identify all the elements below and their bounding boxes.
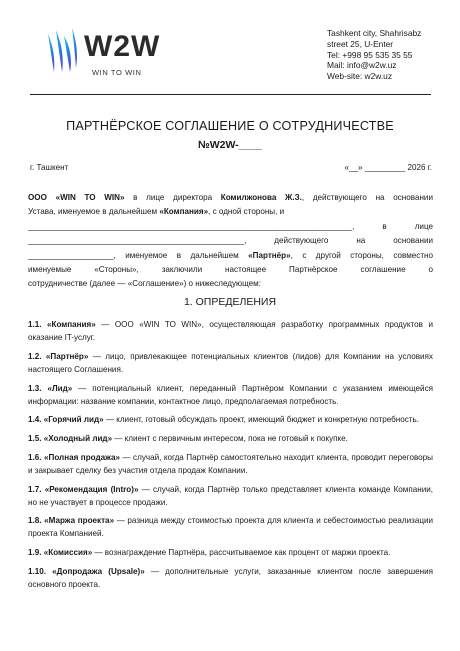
preamble-line (28, 191, 433, 205)
definition-item (28, 413, 433, 426)
preamble-line (28, 220, 433, 234)
preamble-line: именуемые «Стороны», заключили настоящее Партнёрское соглашение о (28, 265, 433, 275)
representative-blank: ________________________________________________, (28, 236, 247, 246)
definition-term: 1.1. «Компания» (28, 320, 96, 329)
document-title: ПАРТНЁРСКОЕ СОГЛАШЕНИЕ О СОТРУДНИЧЕСТВЕ (66, 119, 394, 133)
preamble-text: в лице директора (124, 193, 221, 202)
w2w-logo-icon (44, 26, 80, 76)
definition-term: 1.6. «Полная продажа» (28, 452, 120, 462)
company-alias: «Компания» (159, 207, 209, 217)
contact-block (327, 28, 421, 82)
partner-name-blank: ________________________________________________________________________, (28, 221, 355, 231)
document-number: №W2W-____ (197, 139, 262, 151)
definition-item (28, 350, 433, 376)
contact-website: Web-site: w2w.uz (327, 71, 393, 82)
section-heading: 1. ОПРЕДЕЛЕНИЯ (183, 296, 277, 308)
header-divider (30, 94, 431, 95)
preamble-text: лице (414, 221, 433, 231)
preamble-text: действующего (274, 236, 329, 246)
director-name: Комилжонова Ж.З. (220, 193, 302, 202)
definition-text: — разница между стоимостью проекта для клиента и себестоимостью реализации проекта Компанией. (28, 516, 434, 539)
company-logo (44, 26, 194, 86)
letterhead (0, 0, 460, 100)
definition-text: — ООО «WIN TO WIN», осуществляющая разработку программных продуктов и оказание IT-услуг. (28, 320, 433, 343)
definition-text: — клиент, готовый обсуждать проект, имеющий бюджет и конкретную потребность. (103, 415, 419, 425)
city: г. Ташкент (30, 163, 69, 172)
preamble-text: , с одной стороны, и (208, 207, 285, 217)
definition-text: — дополнительные услуги, заказанные клиентом после завершения основного проекта. (28, 566, 434, 589)
definition-item (28, 318, 433, 344)
definition-item (28, 382, 433, 408)
preamble-line (28, 249, 433, 263)
date-placeholder: «__» _________ 2026 г. (344, 163, 432, 172)
preamble-line: сотрудничестве (далее — «Соглашение») о нижеследующем: (28, 279, 261, 289)
preamble-text: основании (393, 236, 434, 246)
contact-address-line1: Tashkent city, Shahrisabz (327, 28, 422, 38)
definition-term: 1.7. «Рекомендация (Intro)» (28, 484, 139, 494)
definition-text: — случай, когда Партнёр самостоятельно находит клиента, проводит переговоры и закрывает сделку без участия отдела продаж Компании. (28, 452, 433, 475)
definition-text: — вознаграждение Партнёра, рассчитываемое как процент от маржи проекта. (92, 548, 391, 558)
party-company-name: ООО «WIN TO WIN» (28, 193, 125, 202)
contact-address-line2: street 25, U-Enter (327, 38, 394, 49)
definition-term: 1.4. «Горячий лид» (28, 415, 104, 425)
contact-email: Mail: info@w2w.uz (327, 60, 397, 71)
preamble-text: именуемое в дальнейшем (115, 250, 249, 260)
definition-text: — лицо, привлекающее потенциальных клиентов (лидов) для Компании на условиях настоящего Соглашения. (28, 351, 433, 374)
definition-term: 1.8. «Маржа проекта» (28, 516, 115, 526)
definition-item (28, 546, 433, 559)
contact-phone: Tel: +998 95 535 35 55 (327, 49, 413, 60)
definition-term: 1.10. «Допродажа (Upsale)» (28, 566, 145, 576)
preamble-line (28, 205, 433, 219)
definition-term: 1.5. «Холодный лид» (28, 434, 113, 444)
partner-alias: «Партнёр» (248, 250, 291, 260)
definition-term: 1.3. «Лид» (28, 383, 73, 393)
definition-item (28, 483, 433, 509)
definition-term: 1.9. «Комиссия» (28, 548, 93, 558)
definition-item (28, 514, 433, 540)
definitions-list (28, 318, 433, 597)
preamble-text: Устава, именуемое в дальнейшем (28, 207, 160, 217)
preamble-text: , с другой стороны, совместно (290, 250, 434, 260)
preamble-line (28, 234, 433, 248)
basis-blank: ___________________, (28, 250, 116, 260)
logo-name: W2W (84, 30, 161, 63)
definition-item (28, 565, 433, 591)
definition-text: — случай, когда Партнёр только представляет клиента команде Компании, но не участвует в процессе продажи. (28, 484, 433, 507)
definition-text: — потенциальный клиент, переданный Партнёром Компании с указанием имеющейся информации: название компании, контактное лицо, предполагаемая потребность. (28, 383, 434, 406)
logo-tagline: WIN TO WIN (92, 68, 142, 77)
preamble-text: в (382, 221, 387, 231)
definition-item (28, 451, 433, 477)
definition-text: — клиент с первичным интересом, пока не готовый к покупке. (112, 434, 348, 444)
preamble-text: на (356, 236, 366, 246)
definition-item (28, 432, 433, 445)
definition-term: 1.2. «Партнёр» (28, 351, 89, 361)
preamble-text: , действующего на основании (301, 193, 433, 202)
preamble (28, 191, 433, 292)
